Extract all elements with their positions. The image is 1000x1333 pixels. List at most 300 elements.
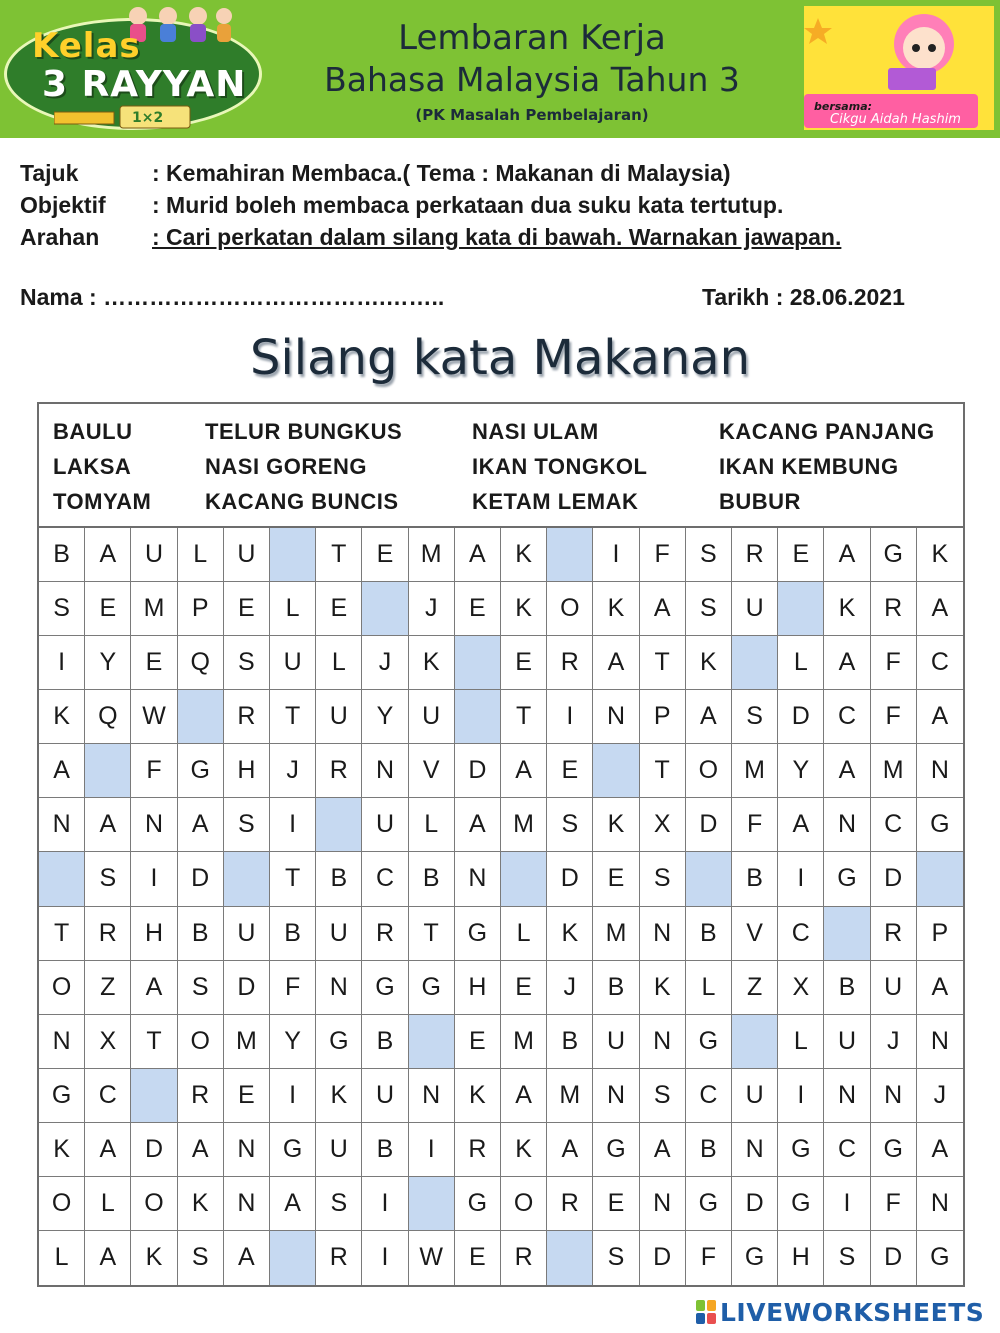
grid-cell[interactable]: E [224, 582, 270, 636]
grid-cell[interactable]: G [409, 961, 455, 1015]
grid-cell[interactable]: D [640, 1231, 686, 1285]
grid-cell[interactable]: F [732, 798, 778, 852]
grid-cell[interactable]: J [871, 1015, 917, 1069]
grid-cell[interactable]: G [178, 744, 224, 798]
grid-cell[interactable]: H [455, 961, 501, 1015]
grid-cell[interactable]: T [316, 528, 362, 582]
grid-cell[interactable]: S [224, 636, 270, 690]
grid-cell[interactable]: A [85, 528, 131, 582]
grid-cell-blank[interactable] [270, 1231, 316, 1285]
grid-cell[interactable]: C [686, 1069, 732, 1123]
grid-cell[interactable]: L [778, 1015, 824, 1069]
grid-cell[interactable]: H [778, 1231, 824, 1285]
grid-cell[interactable]: O [686, 744, 732, 798]
grid-cell[interactable]: U [824, 1015, 870, 1069]
grid-cell[interactable]: S [85, 852, 131, 906]
grid-cell[interactable]: R [871, 907, 917, 961]
grid-cell[interactable]: A [917, 961, 963, 1015]
grid-cell[interactable]: T [270, 690, 316, 744]
grid-cell[interactable]: N [917, 744, 963, 798]
grid-cell[interactable]: L [686, 961, 732, 1015]
grid-cell[interactable]: T [640, 636, 686, 690]
grid-cell-blank[interactable] [547, 528, 593, 582]
grid-cell[interactable]: U [362, 798, 408, 852]
grid-cell[interactable]: A [85, 1123, 131, 1177]
grid-cell[interactable]: S [224, 798, 270, 852]
grid-cell[interactable]: D [547, 852, 593, 906]
grid-cell[interactable]: A [178, 798, 224, 852]
grid-cell[interactable]: N [917, 1015, 963, 1069]
grid-cell[interactable]: Y [85, 636, 131, 690]
grid-cell-blank[interactable] [732, 1015, 778, 1069]
grid-cell[interactable]: I [547, 690, 593, 744]
grid-cell[interactable]: H [224, 744, 270, 798]
grid-cell[interactable]: A [501, 1069, 547, 1123]
grid-cell[interactable]: G [871, 528, 917, 582]
grid-cell[interactable]: N [224, 1177, 270, 1231]
grid-cell[interactable]: N [131, 798, 177, 852]
grid-cell[interactable]: N [917, 1177, 963, 1231]
grid-cell[interactable]: K [178, 1177, 224, 1231]
grid-cell[interactable]: V [409, 744, 455, 798]
brand-name: LIVEWORKSHEETS [720, 1297, 985, 1327]
grid-cell[interactable]: A [917, 582, 963, 636]
grid-cell[interactable]: J [409, 582, 455, 636]
grid-cell[interactable]: M [501, 798, 547, 852]
class-logo [4, 4, 262, 130]
grid-cell[interactable]: R [316, 1231, 362, 1285]
word-bank-item: IKAN KEMBUNG [719, 454, 899, 479]
grid-cell[interactable]: G [917, 798, 963, 852]
grid-cell[interactable]: K [455, 1069, 501, 1123]
grid-cell[interactable]: G [455, 1177, 501, 1231]
grid-cell[interactable]: L [39, 1231, 85, 1285]
grid-cell[interactable]: D [732, 1177, 778, 1231]
grid-cell[interactable]: U [270, 636, 316, 690]
grid-cell-blank[interactable] [917, 852, 963, 906]
grid-cell-blank[interactable] [131, 1069, 177, 1123]
grid-cell[interactable]: G [39, 1069, 85, 1123]
grid-cell[interactable]: M [593, 907, 639, 961]
grid-cell[interactable]: U [316, 907, 362, 961]
grid-cell[interactable]: X [778, 961, 824, 1015]
grid-cell-blank[interactable] [455, 690, 501, 744]
grid-cell[interactable]: B [732, 852, 778, 906]
grid-cell-blank[interactable] [85, 744, 131, 798]
grid-cell[interactable]: D [455, 744, 501, 798]
grid-cell[interactable]: R [224, 690, 270, 744]
grid-cell[interactable]: U [409, 690, 455, 744]
word-bank-item: TOMYAM [53, 489, 152, 514]
grid-cell[interactable]: T [39, 907, 85, 961]
grid-cell[interactable]: O [178, 1015, 224, 1069]
grid-cell[interactable]: I [409, 1123, 455, 1177]
grid-cell[interactable]: K [593, 798, 639, 852]
grid-cell[interactable]: M [871, 744, 917, 798]
grid-cell[interactable]: D [778, 690, 824, 744]
grid-cell[interactable]: K [316, 1069, 362, 1123]
grid-cell[interactable]: G [593, 1123, 639, 1177]
grid-cell[interactable]: A [39, 744, 85, 798]
grid-cell[interactable]: F [871, 636, 917, 690]
grid-cell[interactable]: S [686, 582, 732, 636]
grid-cell[interactable]: T [501, 690, 547, 744]
grid-cell[interactable]: L [409, 798, 455, 852]
grid-cell[interactable]: A [824, 744, 870, 798]
grid-cell[interactable]: M [732, 744, 778, 798]
grid-cell[interactable]: A [501, 744, 547, 798]
name-field[interactable]: Nama : ……………………………….…….. [20, 284, 445, 310]
grid-cell[interactable]: N [224, 1123, 270, 1177]
grid-cell-blank[interactable] [778, 582, 824, 636]
grid-cell[interactable]: N [640, 907, 686, 961]
objective-value: : Murid boleh membaca perkataan dua suku kata tertutup. [152, 192, 784, 218]
grid-cell[interactable]: L [85, 1177, 131, 1231]
grid-cell[interactable]: B [547, 1015, 593, 1069]
worksheet-category: (PK Masalah Pembelajaran) [415, 106, 649, 124]
grid-cell-blank[interactable] [686, 852, 732, 906]
grid-cell[interactable]: A [455, 528, 501, 582]
grid-cell[interactable]: U [732, 582, 778, 636]
grid-cell[interactable]: G [686, 1015, 732, 1069]
grid-cell[interactable]: U [224, 528, 270, 582]
grid-cell[interactable]: K [593, 582, 639, 636]
word-search-puzzle [37, 402, 965, 1287]
grid-cell[interactable]: R [85, 907, 131, 961]
grid-cell[interactable]: G [824, 852, 870, 906]
grid-cell[interactable]: C [778, 907, 824, 961]
grid-cell[interactable]: F [871, 1177, 917, 1231]
grid-cell[interactable]: K [501, 528, 547, 582]
grid-cell[interactable]: P [178, 582, 224, 636]
with-label: bersama: [814, 100, 873, 113]
grid-cell[interactable]: E [501, 961, 547, 1015]
grid-cell[interactable]: D [686, 798, 732, 852]
grid-cell[interactable]: D [871, 852, 917, 906]
grid-cell[interactable]: F [131, 744, 177, 798]
grid-cell[interactable]: B [362, 1015, 408, 1069]
grid-cell[interactable]: K [131, 1231, 177, 1285]
grid-cell[interactable]: W [409, 1231, 455, 1285]
grid-cell[interactable]: I [593, 528, 639, 582]
grid-cell[interactable]: B [593, 961, 639, 1015]
grid-cell-blank[interactable] [178, 690, 224, 744]
grid-cell[interactable]: U [732, 1069, 778, 1123]
grid-cell[interactable]: R [316, 744, 362, 798]
grid-cell-blank[interactable] [593, 744, 639, 798]
grid-cell[interactable]: E [224, 1069, 270, 1123]
grid-cell[interactable]: O [131, 1177, 177, 1231]
grid-cell[interactable]: F [270, 961, 316, 1015]
grid-cell[interactable]: N [871, 1069, 917, 1123]
grid-cell[interactable]: E [362, 528, 408, 582]
grid-cell[interactable]: B [316, 852, 362, 906]
grid-cell[interactable]: I [270, 798, 316, 852]
grid-cell-blank[interactable] [224, 852, 270, 906]
grid-cell[interactable]: A [455, 798, 501, 852]
grid-cell[interactable]: J [917, 1069, 963, 1123]
grid-cell[interactable]: T [131, 1015, 177, 1069]
grid-cell[interactable]: I [824, 1177, 870, 1231]
grid-cell-blank[interactable] [501, 852, 547, 906]
grid-cell[interactable]: Q [178, 636, 224, 690]
grid-cell[interactable]: A [778, 798, 824, 852]
grid-cell[interactable]: R [362, 907, 408, 961]
grid-cell[interactable]: K [824, 582, 870, 636]
grid-cell[interactable]: A [270, 1177, 316, 1231]
grid-cell[interactable]: A [917, 1123, 963, 1177]
grid-cell[interactable]: C [917, 636, 963, 690]
word-bank-item: NASI ULAM [472, 419, 599, 444]
grid-cell[interactable]: U [362, 1069, 408, 1123]
grid-cell[interactable]: D [871, 1231, 917, 1285]
grid-cell[interactable]: F [640, 528, 686, 582]
grid-cell[interactable]: E [778, 528, 824, 582]
grid-cell[interactable]: K [39, 1123, 85, 1177]
grid-cell[interactable]: N [409, 1069, 455, 1123]
grid-cell[interactable]: A [224, 1231, 270, 1285]
grid-cell[interactable]: N [732, 1123, 778, 1177]
grid-cell[interactable]: C [362, 852, 408, 906]
grid-cell[interactable]: E [131, 636, 177, 690]
grid-cell[interactable]: R [547, 1177, 593, 1231]
grid-cell[interactable]: M [547, 1069, 593, 1123]
grid-cell[interactable]: S [178, 961, 224, 1015]
grid-cell[interactable]: S [640, 852, 686, 906]
word-bank-column [719, 414, 935, 519]
grid-cell[interactable]: K [39, 690, 85, 744]
grid-cell-blank[interactable] [39, 852, 85, 906]
grid-cell[interactable]: K [917, 528, 963, 582]
grid-cell[interactable]: L [501, 907, 547, 961]
grid-cell[interactable]: K [409, 636, 455, 690]
grid-cell[interactable]: G [270, 1123, 316, 1177]
grid-cell[interactable]: M [224, 1015, 270, 1069]
grid-cell[interactable]: G [455, 907, 501, 961]
grid-cell-blank[interactable] [362, 582, 408, 636]
grid-cell[interactable]: E [593, 1177, 639, 1231]
grid-cell[interactable]: M [409, 528, 455, 582]
grid-cell[interactable]: T [270, 852, 316, 906]
grid-cell[interactable]: L [316, 636, 362, 690]
grid-cell[interactable]: G [686, 1177, 732, 1231]
grid-cell[interactable]: E [455, 1015, 501, 1069]
grid-cell[interactable]: J [362, 636, 408, 690]
grid-cell[interactable]: C [824, 1123, 870, 1177]
grid-cell[interactable]: A [593, 636, 639, 690]
grid-cell[interactable]: K [501, 1123, 547, 1177]
grid-cell[interactable]: R [455, 1123, 501, 1177]
grid-cell[interactable]: O [547, 582, 593, 636]
grid-cell[interactable]: S [732, 690, 778, 744]
grid-cell[interactable]: W [131, 690, 177, 744]
grid-cell[interactable]: F [871, 690, 917, 744]
grid-cell[interactable]: B [824, 961, 870, 1015]
grid-cell-blank[interactable] [824, 907, 870, 961]
grid-cell[interactable]: S [686, 528, 732, 582]
grid-cell[interactable]: U [131, 528, 177, 582]
grid-cell-blank[interactable] [547, 1231, 593, 1285]
grid-cell[interactable]: E [501, 636, 547, 690]
grid-cell[interactable]: C [85, 1069, 131, 1123]
grid-cell[interactable]: B [362, 1123, 408, 1177]
grid-cell[interactable]: O [39, 1177, 85, 1231]
liveworksheets-logo-icon [696, 1300, 716, 1324]
grid-cell[interactable]: I [778, 852, 824, 906]
grid-cell[interactable]: G [778, 1123, 824, 1177]
grid-cell[interactable]: N [362, 744, 408, 798]
grid-cell[interactable]: U [593, 1015, 639, 1069]
grid-cell[interactable]: S [547, 798, 593, 852]
grid-cell[interactable]: B [270, 907, 316, 961]
worksheet-subject: Bahasa Malaysia Tahun 3 [324, 60, 740, 99]
grid-cell[interactable]: I [39, 636, 85, 690]
grid-cell[interactable]: P [917, 907, 963, 961]
grid-cell[interactable]: U [871, 961, 917, 1015]
grid-cell[interactable]: O [39, 961, 85, 1015]
grid-cell[interactable]: K [501, 582, 547, 636]
grid-cell[interactable]: D [224, 961, 270, 1015]
grid-cell[interactable]: Z [85, 961, 131, 1015]
grid-cell[interactable]: B [686, 907, 732, 961]
grid-cell[interactable]: E [455, 582, 501, 636]
grid-cell[interactable]: B [39, 528, 85, 582]
grid-cell[interactable]: I [131, 852, 177, 906]
grid-cell[interactable]: R [871, 582, 917, 636]
grid-cell[interactable]: B [686, 1123, 732, 1177]
grid-cell[interactable]: A [640, 1123, 686, 1177]
grid-cell-blank[interactable] [316, 798, 362, 852]
grid-cell[interactable]: A [686, 690, 732, 744]
grid-cell[interactable]: S [593, 1231, 639, 1285]
grid-cell[interactable]: D [131, 1123, 177, 1177]
grid-cell[interactable]: U [316, 1123, 362, 1177]
grid-cell[interactable]: A [85, 1231, 131, 1285]
grid-cell[interactable]: E [593, 852, 639, 906]
grid-cell[interactable]: S [640, 1069, 686, 1123]
grid-cell[interactable]: J [270, 744, 316, 798]
grid-cell[interactable]: X [85, 1015, 131, 1069]
grid-cell[interactable]: E [316, 582, 362, 636]
topic-line [20, 160, 731, 187]
grid-cell[interactable]: Y [270, 1015, 316, 1069]
grid-cell[interactable]: T [640, 744, 686, 798]
grid-cell[interactable]: U [224, 907, 270, 961]
grid-cell[interactable]: F [686, 1231, 732, 1285]
grid-cell[interactable]: A [547, 1123, 593, 1177]
grid-cell[interactable]: Y [778, 744, 824, 798]
grid-cell[interactable]: C [871, 798, 917, 852]
grid-cell[interactable]: M [131, 582, 177, 636]
grid-cell[interactable]: G [732, 1231, 778, 1285]
grid-cell[interactable]: X [640, 798, 686, 852]
grid-cell[interactable]: N [455, 852, 501, 906]
grid-cell[interactable]: T [409, 907, 455, 961]
grid-cell[interactable]: V [732, 907, 778, 961]
grid-cell[interactable]: L [270, 582, 316, 636]
grid-cell[interactable]: P [640, 690, 686, 744]
grid-cell[interactable]: Z [732, 961, 778, 1015]
grid-cell[interactable]: S [39, 582, 85, 636]
grid-cell[interactable]: N [593, 1069, 639, 1123]
grid-cell[interactable]: K [686, 636, 732, 690]
grid-cell[interactable]: N [316, 961, 362, 1015]
grid-cell[interactable]: A [131, 961, 177, 1015]
grid-cell[interactable]: A [178, 1123, 224, 1177]
grid-cell[interactable]: N [39, 798, 85, 852]
grid-cell[interactable]: B [178, 907, 224, 961]
grid-cell[interactable]: U [316, 690, 362, 744]
grid-cell[interactable]: A [824, 636, 870, 690]
grid-cell[interactable]: G [930, 1243, 950, 1272]
grid-cell[interactable]: R [732, 528, 778, 582]
word-bank-item: BAULU [53, 419, 133, 444]
grid-cell[interactable]: G [871, 1123, 917, 1177]
grid-cell[interactable]: A [85, 798, 131, 852]
grid-cell[interactable]: A [640, 582, 686, 636]
grid-cell[interactable]: E [85, 582, 131, 636]
word-bank-item: LAKSA [53, 454, 132, 479]
grid-cell[interactable]: I [270, 1069, 316, 1123]
grid-cell[interactable]: E [547, 744, 593, 798]
grid-cell[interactable]: Q [85, 690, 131, 744]
grid-cell[interactable]: D [178, 852, 224, 906]
grid-cell[interactable]: N [39, 1015, 85, 1069]
grid-cell[interactable]: I [362, 1177, 408, 1231]
grid-cell[interactable]: S [178, 1231, 224, 1285]
grid-cell[interactable]: R [501, 1231, 547, 1285]
grid-cell[interactable]: N [640, 1177, 686, 1231]
grid-cell[interactable]: I [362, 1231, 408, 1285]
grid-cell[interactable]: R [178, 1069, 224, 1123]
grid-cell[interactable]: G [778, 1177, 824, 1231]
teacher-avatar-icon [804, 6, 994, 96]
grid-cell[interactable]: S [824, 1231, 870, 1285]
grid-cell[interactable]: L [178, 528, 224, 582]
grid-cell[interactable]: R [547, 636, 593, 690]
grid-cell[interactable]: A [917, 690, 963, 744]
grid-cell[interactable]: L [778, 636, 824, 690]
worksheet-title: Lembaran Kerja [398, 18, 666, 58]
grid-cell[interactable]: N [824, 798, 870, 852]
grid-cell[interactable]: J [547, 961, 593, 1015]
grid-cell[interactable]: G [316, 1015, 362, 1069]
grid-cell-blank[interactable] [409, 1015, 455, 1069]
grid-cell[interactable]: H [131, 907, 177, 961]
grid-cell[interactable]: A [824, 528, 870, 582]
grid-cell[interactable]: N [593, 690, 639, 744]
letter-grid [39, 528, 963, 1285]
grid-cell-blank[interactable] [732, 636, 778, 690]
grid-cell[interactable]: M [501, 1015, 547, 1069]
grid-cell[interactable]: N [824, 1069, 870, 1123]
grid-cell[interactable]: G [362, 961, 408, 1015]
grid-cell[interactable]: B [409, 852, 455, 906]
grid-cell-blank[interactable] [409, 1177, 455, 1231]
grid-cell-blank[interactable] [455, 636, 501, 690]
grid-cell[interactable]: K [547, 907, 593, 961]
puzzle-title: Silang kata Makanan [249, 330, 750, 386]
grid-cell[interactable]: Y [362, 690, 408, 744]
grid-cell-blank[interactable] [270, 528, 316, 582]
grid-cell[interactable]: O [501, 1177, 547, 1231]
grid-cell[interactable]: I [778, 1069, 824, 1123]
grid-cell[interactable]: E [455, 1231, 501, 1285]
grid-cell[interactable]: N [640, 1015, 686, 1069]
grid-cell[interactable]: K [640, 961, 686, 1015]
grid-cell[interactable]: C [824, 690, 870, 744]
grid-cell[interactable]: S [316, 1177, 362, 1231]
